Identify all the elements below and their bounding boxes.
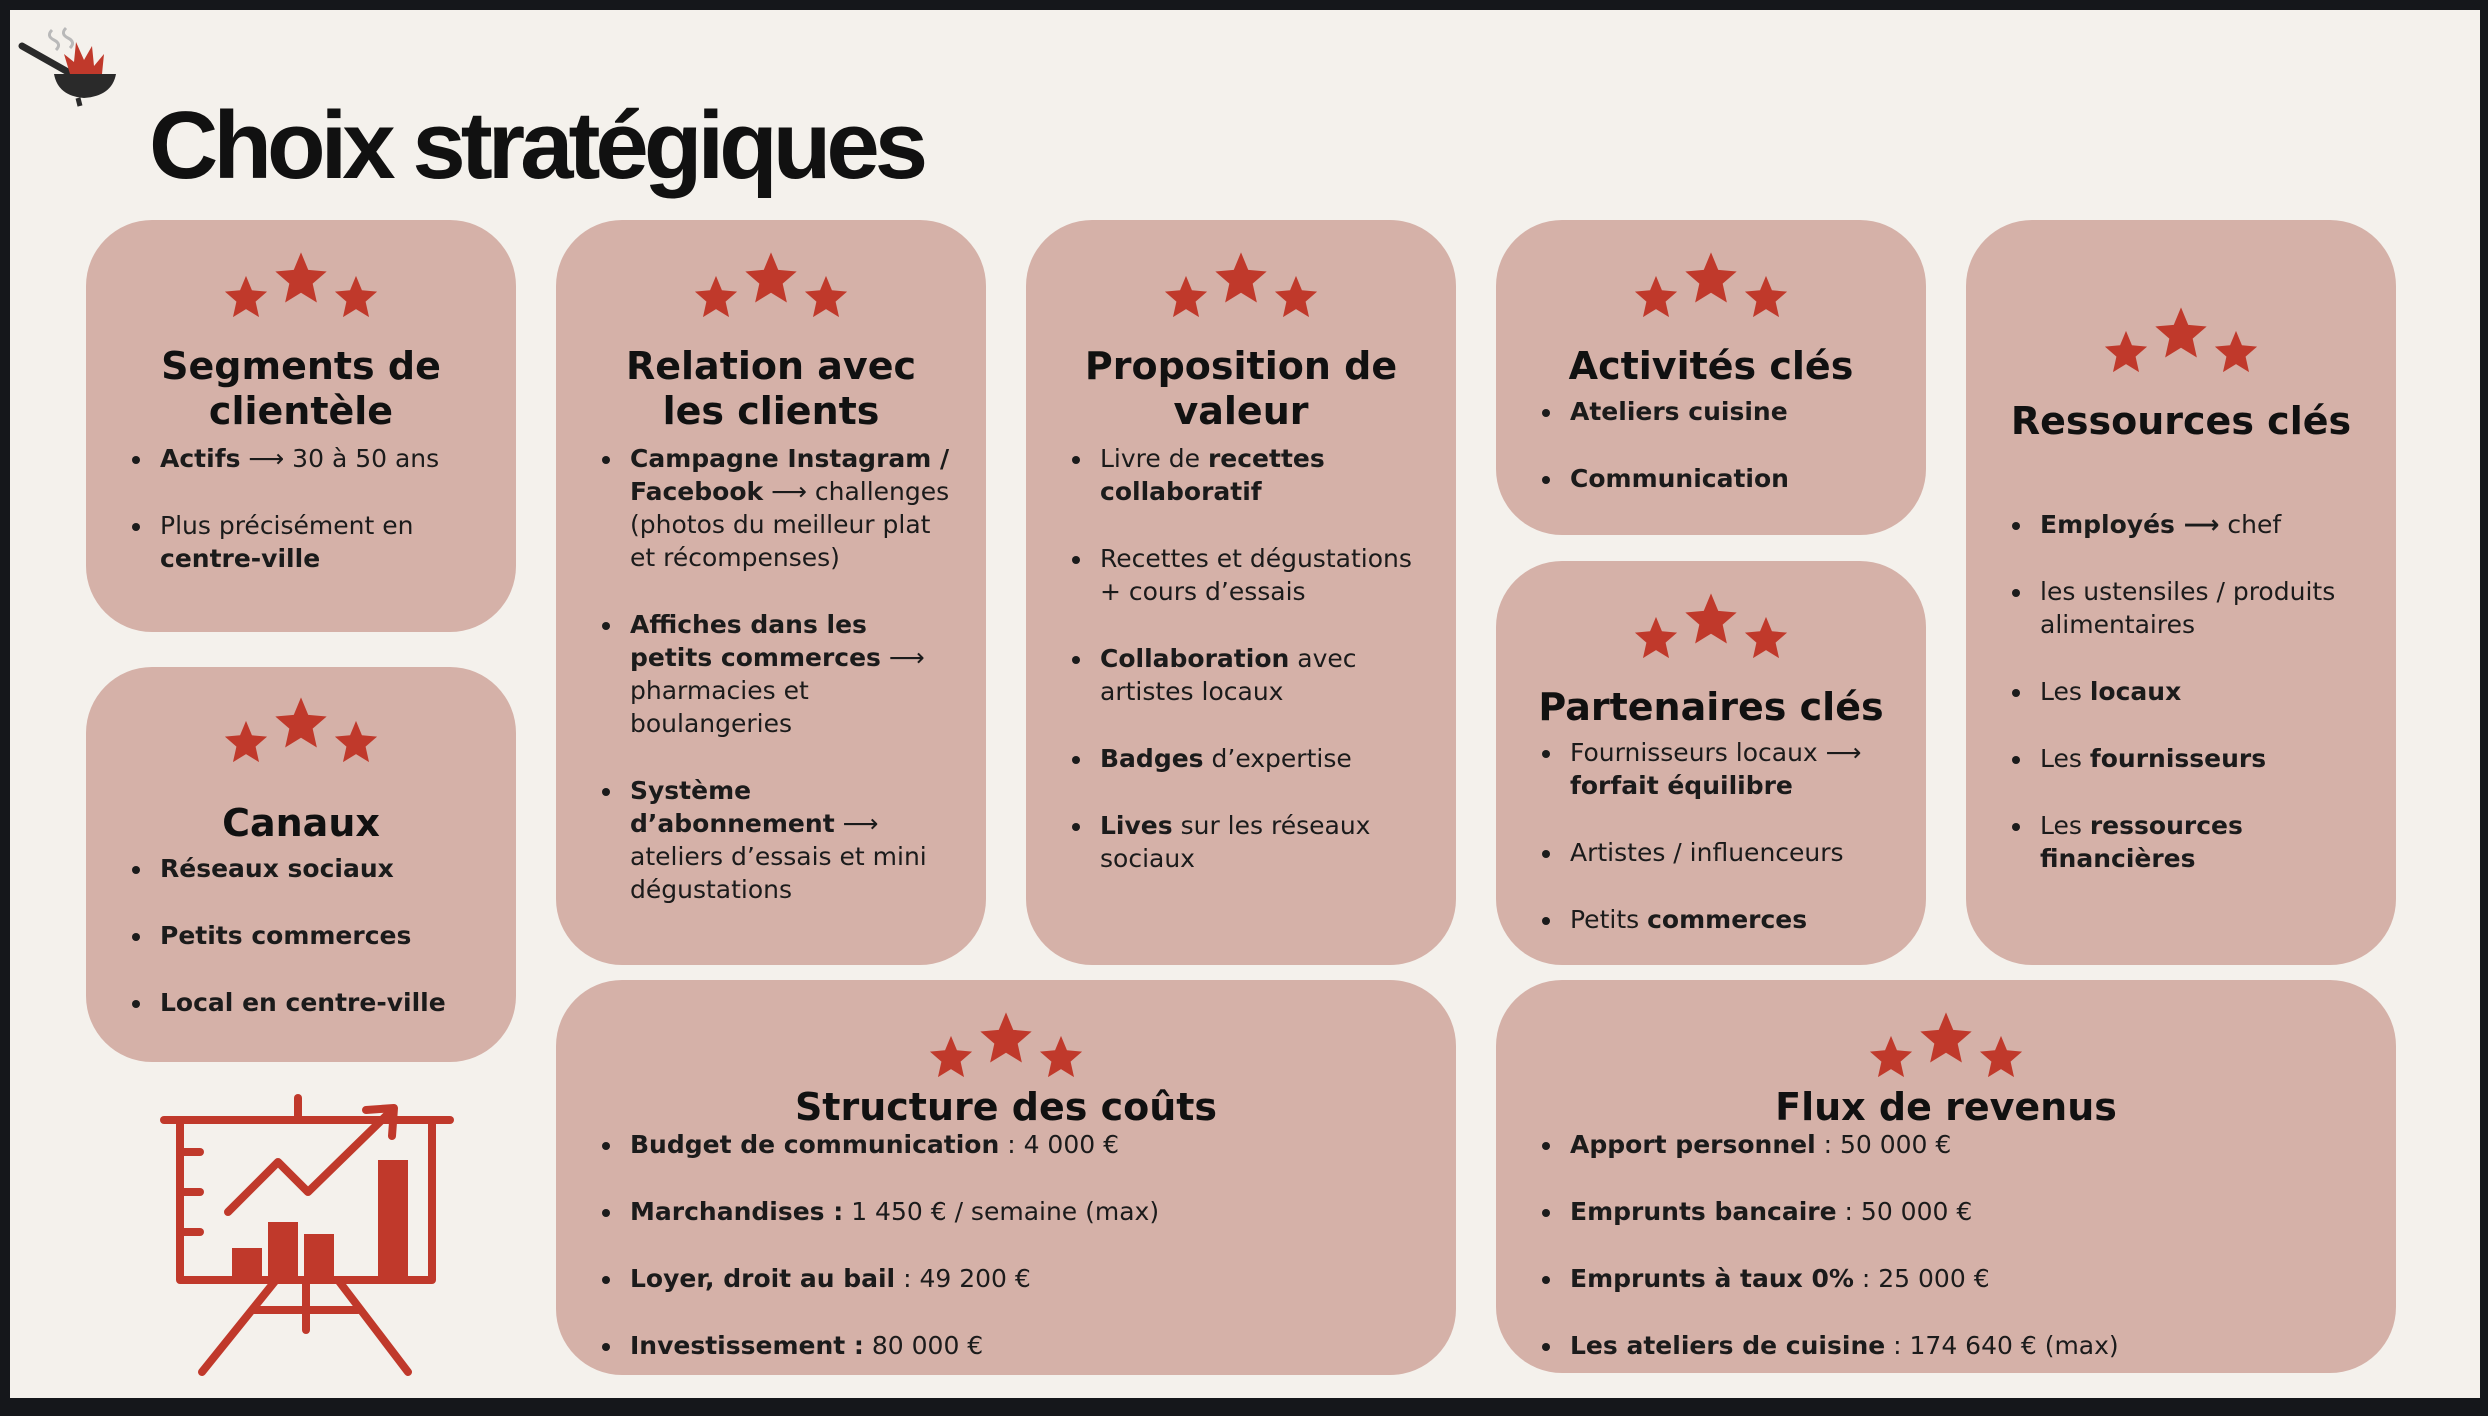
star-icon bbox=[1868, 1034, 1914, 1080]
growth-chart-icon bbox=[158, 1070, 458, 1380]
card-title: Partenaires clés bbox=[1538, 685, 1884, 729]
item-list bbox=[2000, 508, 2362, 875]
list-item: Plus précisément en centre-ville bbox=[126, 509, 482, 575]
star-icon bbox=[2153, 305, 2209, 361]
list-item: Emprunts à taux 0% : 25 000 € bbox=[1536, 1262, 2362, 1295]
card-title: Segments de clientèle bbox=[161, 344, 441, 433]
stars-rating bbox=[120, 250, 482, 320]
list-item: Loyer, droit au bail : 49 200 € bbox=[596, 1262, 1422, 1295]
stars-rating bbox=[1530, 250, 1892, 320]
star-icon bbox=[1743, 274, 1789, 320]
item-list bbox=[1060, 442, 1422, 875]
list-item: Emprunts bancaire : 50 000 € bbox=[1536, 1195, 2362, 1228]
star-icon bbox=[333, 274, 379, 320]
star-icon bbox=[223, 274, 269, 320]
list-item: Marchandises : 1 450 € / semaine (max) bbox=[596, 1195, 1422, 1228]
list-item: Système d’abonnement ⟶ ateliers d’essais et mini dégustations bbox=[596, 774, 952, 906]
card-title: Canaux bbox=[222, 801, 380, 845]
slide bbox=[10, 10, 2480, 1398]
list-item: Les ressources financières bbox=[2006, 809, 2362, 875]
list-item: Lives sur les réseaux sociaux bbox=[1066, 809, 1422, 875]
list-item: Fournisseurs locaux ⟶ forfait équilibre bbox=[1536, 736, 1892, 802]
list-item: Budget de communication : 4 000 € bbox=[596, 1128, 1422, 1161]
item-list bbox=[120, 442, 482, 575]
list-item: Communication bbox=[1536, 462, 1892, 495]
star-icon bbox=[1683, 591, 1739, 647]
card-title: Activités clés bbox=[1568, 344, 1854, 388]
list-item: Ateliers cuisine bbox=[1536, 395, 1892, 428]
card-proposition-valeur bbox=[1026, 220, 1456, 965]
list-item: Collaboration avec artistes locaux bbox=[1066, 642, 1422, 708]
list-item: Recettes et dégustations + cours d’essais bbox=[1066, 542, 1422, 608]
list-item: Réseaux sociaux bbox=[126, 852, 482, 885]
card-title: Relation avec les clients bbox=[626, 344, 916, 433]
list-item: Artistes / influenceurs bbox=[1536, 836, 1892, 869]
star-icon bbox=[803, 274, 849, 320]
wok-flame-icon bbox=[18, 24, 128, 114]
star-icon bbox=[2103, 329, 2149, 375]
list-item: Employés ⟶ chef bbox=[2006, 508, 2362, 541]
item-list bbox=[1530, 1128, 2362, 1362]
stars-rating bbox=[590, 250, 952, 320]
card-title: Proposition de valeur bbox=[1084, 344, 1398, 433]
card-title: Flux de revenus bbox=[1775, 1085, 2117, 1129]
star-icon bbox=[1213, 250, 1269, 306]
star-icon bbox=[693, 274, 739, 320]
item-list bbox=[1530, 395, 1892, 495]
list-item: Les fournisseurs bbox=[2006, 742, 2362, 775]
star-icon bbox=[1918, 1010, 1974, 1066]
star-icon bbox=[333, 719, 379, 765]
list-item: Badges d’expertise bbox=[1066, 742, 1422, 775]
star-icon bbox=[273, 695, 329, 751]
star-icon bbox=[1038, 1034, 1084, 1080]
list-item: Les locaux bbox=[2006, 675, 2362, 708]
item-list bbox=[1530, 736, 1892, 936]
star-icon bbox=[1633, 615, 1679, 661]
card-structure-couts bbox=[556, 980, 1456, 1375]
star-icon bbox=[1163, 274, 1209, 320]
card-flux-revenus bbox=[1496, 980, 2396, 1373]
item-list bbox=[590, 1128, 1422, 1362]
stars-rating bbox=[590, 1010, 1422, 1080]
card-activites-cles bbox=[1496, 220, 1926, 535]
list-item: Livre de recettes collaboratif bbox=[1066, 442, 1422, 508]
star-icon bbox=[273, 250, 329, 306]
list-item: Campagne Instagram / Facebook ⟶ challenges (photos du meilleur plat et récompenses) bbox=[596, 442, 952, 574]
card-title: Structure des coûts bbox=[794, 1085, 1218, 1129]
list-item: Actifs ⟶ 30 à 50 ans bbox=[126, 442, 482, 475]
page-title: Choix stratégiques bbox=[149, 92, 924, 199]
stars-rating bbox=[1530, 1010, 2362, 1080]
list-item: les ustensiles / produits alimentaires bbox=[2006, 575, 2362, 641]
list-item: Local en centre-ville bbox=[126, 986, 482, 1019]
list-item: Investissement : 80 000 € bbox=[596, 1329, 1422, 1362]
stars-rating bbox=[120, 695, 482, 765]
list-item: Petits commerces bbox=[126, 919, 482, 952]
star-icon bbox=[1683, 250, 1739, 306]
card-ressources-cles bbox=[1966, 220, 2396, 965]
list-item: Affiches dans les petits commerces ⟶ pharmacies et boulangeries bbox=[596, 608, 952, 740]
star-icon bbox=[928, 1034, 974, 1080]
list-item: Petits commerces bbox=[1536, 903, 1892, 936]
star-icon bbox=[223, 719, 269, 765]
star-icon bbox=[2213, 329, 2259, 375]
star-icon bbox=[978, 1010, 1034, 1066]
stars-rating bbox=[1530, 591, 1892, 661]
list-item: Les ateliers de cuisine : 174 640 € (max) bbox=[1536, 1329, 2362, 1362]
star-icon bbox=[743, 250, 799, 306]
card-canaux bbox=[86, 667, 516, 1062]
card-partenaires-cles bbox=[1496, 561, 1926, 965]
star-icon bbox=[1743, 615, 1789, 661]
card-title: Ressources clés bbox=[2010, 399, 2352, 443]
star-icon bbox=[1978, 1034, 2024, 1080]
star-icon bbox=[1633, 274, 1679, 320]
item-list bbox=[120, 852, 482, 1019]
list-item: Apport personnel : 50 000 € bbox=[1536, 1128, 2362, 1161]
stars-rating bbox=[1060, 250, 1422, 320]
stars-rating bbox=[2000, 305, 2362, 375]
item-list bbox=[590, 442, 952, 906]
card-segments-clientele bbox=[86, 220, 516, 632]
star-icon bbox=[1273, 274, 1319, 320]
card-relation-clients bbox=[556, 220, 986, 965]
